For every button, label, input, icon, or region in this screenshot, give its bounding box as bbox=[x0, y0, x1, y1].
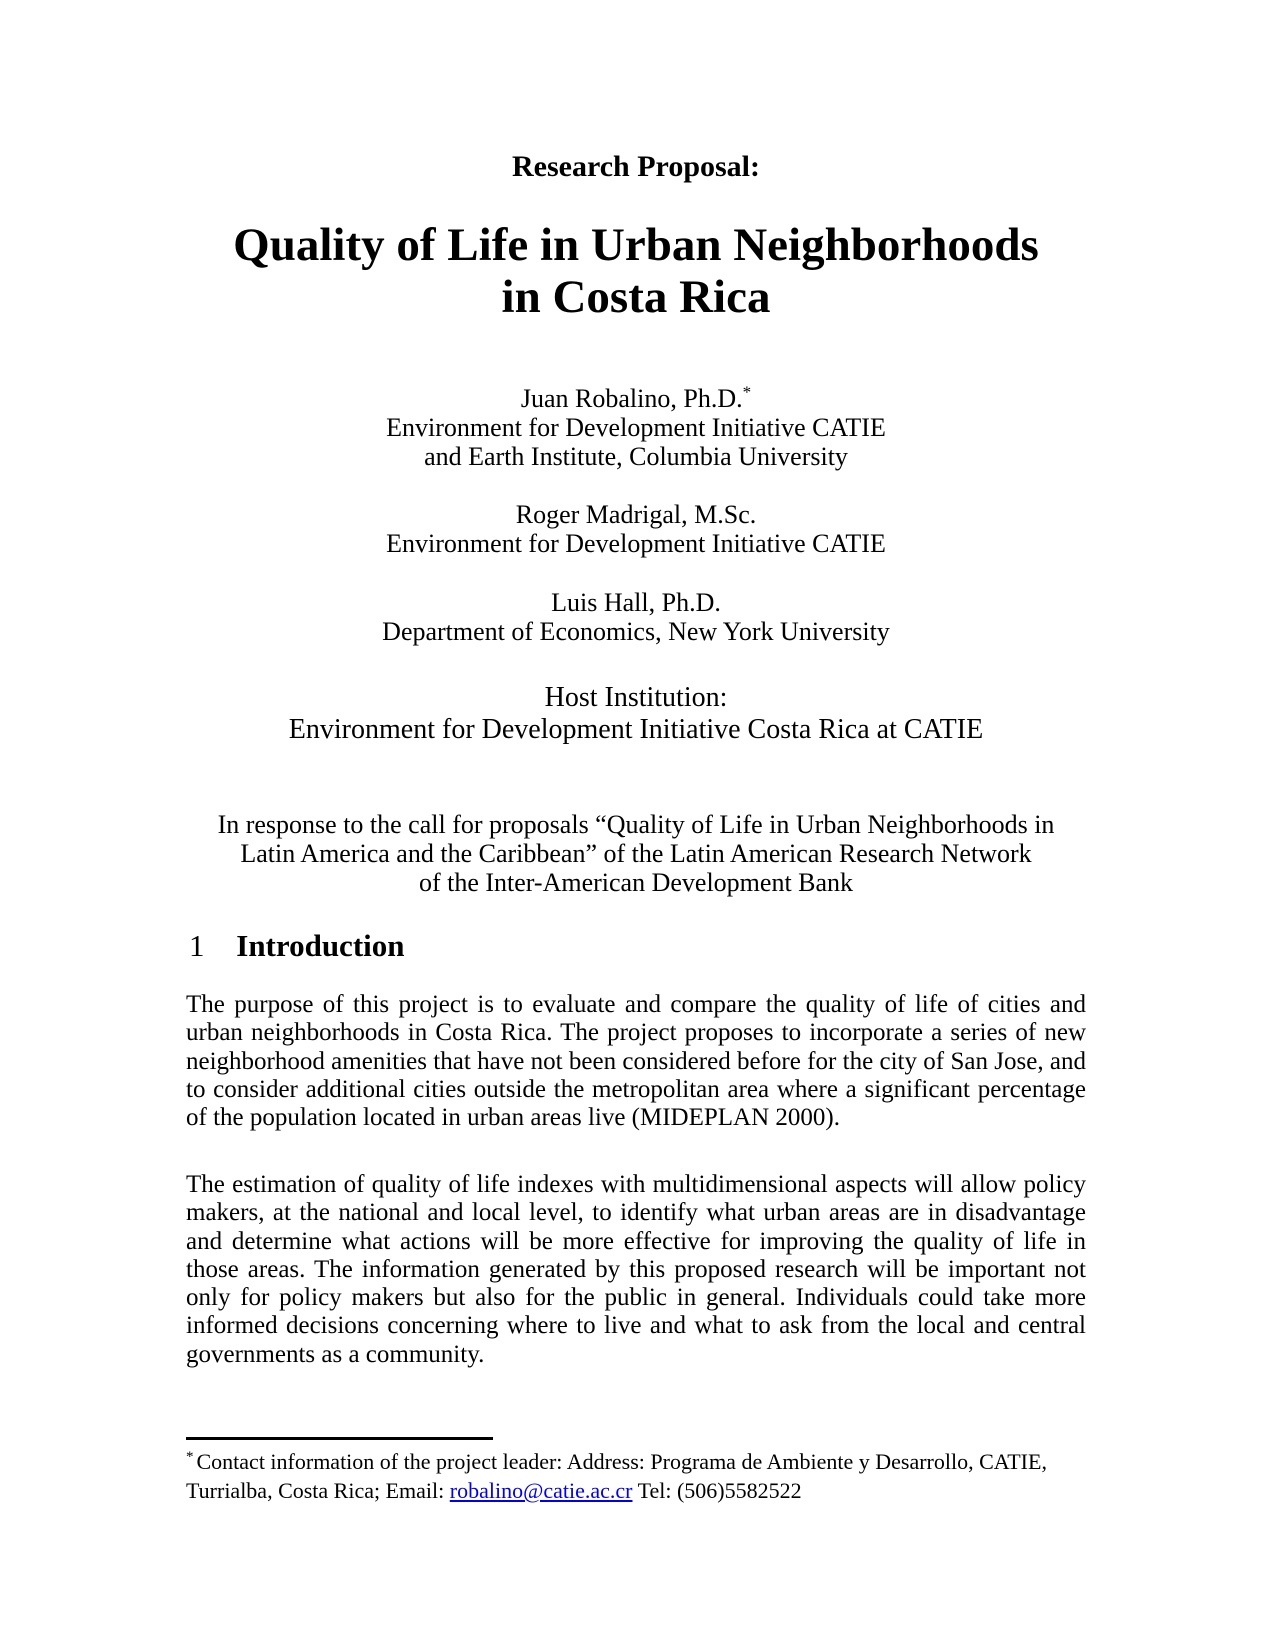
author-block-robalino bbox=[186, 384, 1086, 471]
footnote-marker: * bbox=[186, 1448, 194, 1465]
author-affiliation: Environment for Development Initiative CATIE bbox=[386, 413, 886, 442]
host-institution-block bbox=[186, 682, 1086, 746]
footnote-text-after: Tel: (506)5582522 bbox=[632, 1478, 802, 1503]
footnote bbox=[186, 1447, 1086, 1505]
section-title: Introduction bbox=[236, 928, 405, 963]
intro-paragraph-1: The purpose of this project is to evaluate and compare the quality of life of cities and urban neighborhoods in Costa Rica. The project proposes to incorporate a series of new neighborhood amenities that have not been considered before for the city of San Jose, and to consider additional cities outside the metropolitan area where a significant percentage of the population located in urban areas live (MIDEPLAN 2000). bbox=[186, 991, 1086, 1132]
host-institution-label: Host Institution: bbox=[544, 682, 728, 713]
section-number: 1 bbox=[189, 928, 205, 963]
author-name: Roger Madrigal, M.Sc. bbox=[515, 500, 757, 529]
call-for-proposals-line-2: Latin America and the Caribbean” of the Latin American Research Network bbox=[240, 839, 1032, 868]
author-block-madrigal bbox=[186, 500, 1086, 558]
email-link[interactable]: robalino@catie.ac.cr bbox=[449, 1478, 633, 1503]
document-title-line-2: in Costa Rica bbox=[501, 271, 771, 323]
research-proposal-heading: Research Proposal: bbox=[511, 150, 761, 183]
call-for-proposals-note bbox=[186, 810, 1086, 897]
footnote-text-before: Contact information of the project leader: Address: Programa de Ambiente y Desarrollo, CATIE, Turrialba, Costa Rica; Email: bbox=[186, 1449, 1047, 1503]
document-title bbox=[186, 219, 1086, 323]
call-for-proposals-line-3: of the Inter-American Development Bank bbox=[418, 868, 854, 897]
author-footnote-marker: * bbox=[742, 382, 752, 402]
document-title-line-1: Quality of Life in Urban Neighborhoods bbox=[233, 219, 1039, 271]
author-name: Juan Robalino, Ph.D. bbox=[520, 384, 743, 413]
author-affiliation: and Earth Institute, Columbia University bbox=[424, 442, 848, 471]
footnote-separator bbox=[186, 1437, 493, 1440]
author-block-hall bbox=[186, 588, 1086, 646]
author-name: Luis Hall, Ph.D. bbox=[551, 588, 721, 617]
host-institution-name: Environment for Development Initiative Costa Rica at CATIE bbox=[288, 714, 984, 745]
author-affiliation: Department of Economics, New York University bbox=[382, 617, 890, 646]
section-heading-introduction bbox=[186, 928, 1086, 963]
call-for-proposals-line-1: In response to the call for proposals “Quality of Life in Urban Neighborhoods in bbox=[217, 810, 1055, 839]
intro-paragraph-2: The estimation of quality of life indexes with multidimensional aspects will allow policy makers, at the national and local level, to identify what urban areas are in disadvantage and determine what actions will be more effective for improving the quality of life in those areas. The information generated by this proposed research will be important not only for policy makers but also for the public in general. Individuals could take more informed decisions concerning where to live and what to ask from the local and central governments as a community. bbox=[186, 1171, 1086, 1368]
author-affiliation: Environment for Development Initiative CATIE bbox=[386, 529, 886, 558]
author-name-line bbox=[186, 384, 1086, 413]
